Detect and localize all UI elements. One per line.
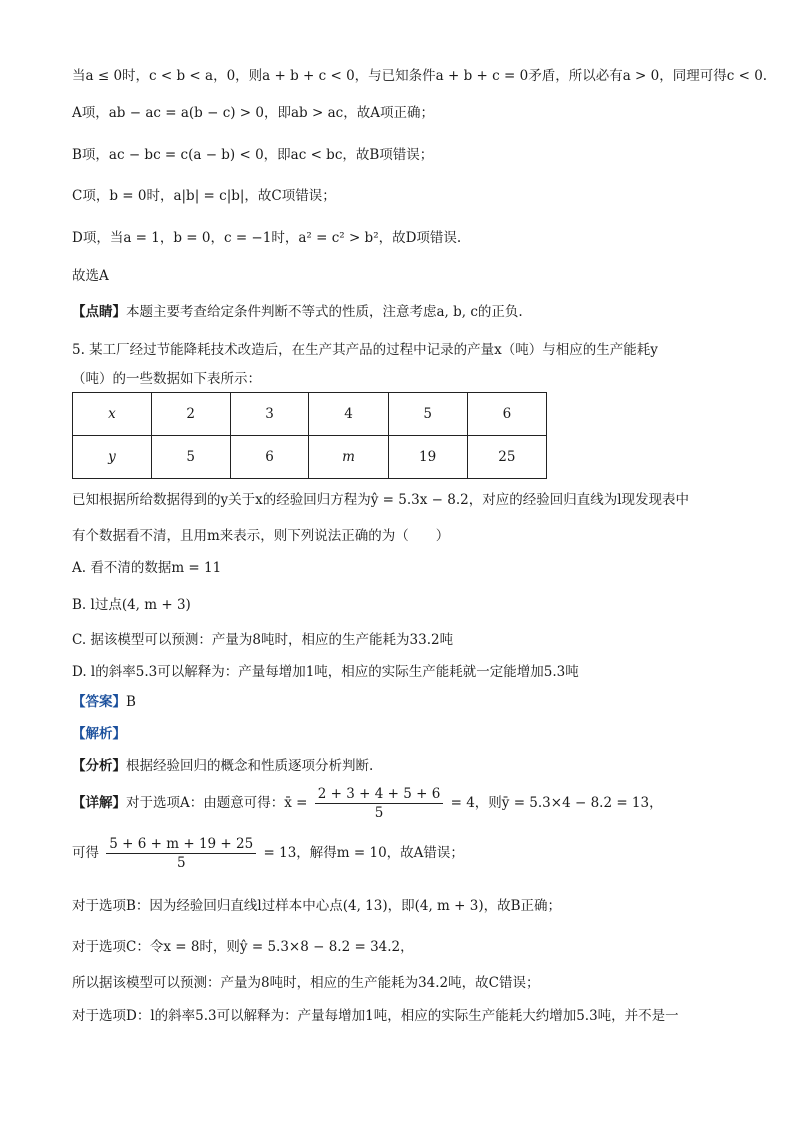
table-cell: 6 xyxy=(467,393,546,436)
table-cell: 6 xyxy=(230,436,309,479)
option-a: A. 看不清的数据m = 11 xyxy=(72,560,222,576)
text-line: D项，当a = 1，b = 0，c = −1时，a² = c² > b²，故D项错误. xyxy=(72,230,462,246)
table-row xyxy=(73,393,547,436)
fraction-denominator: 5 xyxy=(374,805,384,821)
table-cell: y xyxy=(73,436,152,479)
analysis-tag: 【解析】 xyxy=(72,726,126,742)
table-cell: 4 xyxy=(309,393,388,436)
answer-value: B xyxy=(126,694,136,710)
detail-line xyxy=(72,834,734,872)
table-cell: 19 xyxy=(388,436,467,479)
text-line: 对于选项C：令x = 8时，则ŷ = 5.3×8 − 8.2 = 34.2， xyxy=(72,939,414,955)
detail-text: 对于选项A：由题意可得：x̄ = xyxy=(126,795,308,811)
option-d: D. l的斜率5.3可以解释为：产量每增加1吨，相应的实际生产能耗就一定能增加5.3吨 xyxy=(72,664,579,680)
table-cell: 5 xyxy=(151,436,230,479)
fenxi-line xyxy=(72,756,734,776)
note-line xyxy=(72,302,734,322)
text-line: 已知根据所给数据得到的y关于x的经验回归方程为ŷ = 5.3x − 8.2，对应的经验回归直线为l现发现表中 xyxy=(72,492,690,508)
table-cell: 5 xyxy=(388,393,467,436)
detail-text: = 13，解得m = 10，故A错误； xyxy=(263,845,464,861)
note-tag: 【点睛】 xyxy=(72,304,126,320)
question-line: 5. 某工厂经过节能降耗技术改造后，在生产其产品的过程中记录的产量x（吨）与相应的生产能耗y xyxy=(72,342,658,358)
detail-tag: 【详解】 xyxy=(72,795,126,811)
text-line: 对于选项B：因为经验回归直线l过样本中心点(4, 13)，即(4, m + 3)，故B正确； xyxy=(72,898,562,914)
text-line: 对于选项D：l的斜率5.3可以解释为：产量每增加1吨，相应的实际生产能耗大约增加5.3吨，并不是一 xyxy=(72,1008,679,1024)
detail-line xyxy=(72,784,734,822)
table-cell: 3 xyxy=(230,393,309,436)
fenxi-text: 根据经验回归的概念和性质逐项分析判断. xyxy=(126,758,374,774)
table-cell: 25 xyxy=(467,436,546,479)
fraction-denominator: 5 xyxy=(176,855,186,871)
text-line: C项，b = 0时，a|b| = c|b|，故C项错误； xyxy=(72,188,336,204)
text-line: A项，ab − ac = a(b − c) > 0，即ab > ac，故A项正确； xyxy=(72,105,434,121)
option-c: C. 据该模型可以预测：产量为8吨时，相应的生产能耗为33.2吨 xyxy=(72,632,454,648)
table-cell: m xyxy=(309,436,388,479)
question-line: （吨）的一些数据如下表所示： xyxy=(72,371,261,387)
detail-text: 可得 xyxy=(72,845,99,861)
note-text: 本题主要考查给定条件判断不等式的性质，注意考虑a, b, c的正负. xyxy=(126,304,523,320)
answer-line xyxy=(72,692,734,712)
analysis-line xyxy=(72,724,734,744)
text-line: 当a ≤ 0时，c < b < a，0，则a + b + c < 0，与已知条件a + b + c = 0矛盾，所以必有a > 0，同理可得c < 0. xyxy=(72,68,768,84)
option-b: B. l过点(4, m + 3) xyxy=(72,597,191,613)
fraction-numerator: 2 + 3 + 4 + 5 + 6 xyxy=(315,785,444,804)
fenxi-tag: 【分析】 xyxy=(72,758,126,774)
text-line: 所以据该模型可以预测：产量为8吨时，相应的生产能耗为34.2吨，故C错误； xyxy=(72,975,540,991)
table-cell: x xyxy=(73,393,152,436)
data-table xyxy=(72,392,547,479)
answer-tag: 【答案】 xyxy=(72,694,126,710)
table-row xyxy=(73,436,547,479)
table-cell: 2 xyxy=(151,393,230,436)
fraction xyxy=(106,835,256,872)
detail-text: = 4，则ȳ = 5.3×4 − 8.2 = 13， xyxy=(450,795,663,811)
text-line: B项，ac − bc = c(a − b) < 0，即ac < bc，故B项错误； xyxy=(72,147,434,163)
fraction-numerator: 5 + 6 + m + 19 + 25 xyxy=(106,835,256,854)
text-line: 故选A xyxy=(72,268,109,284)
fraction xyxy=(315,785,444,822)
text-line: 有个数据看不清，且用m来表示，则下列说法正确的为（ ） xyxy=(72,528,450,544)
